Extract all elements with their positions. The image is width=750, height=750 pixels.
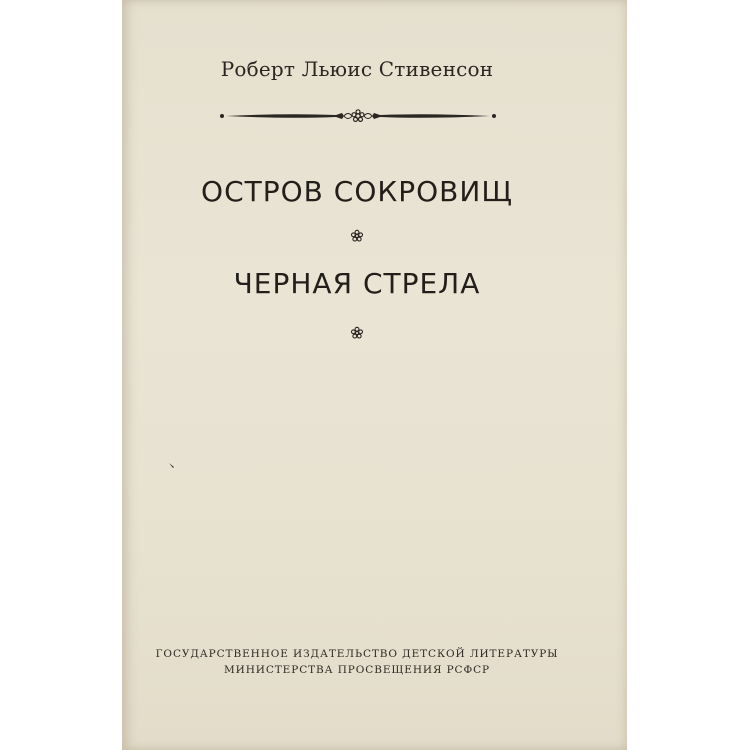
book-title-page bbox=[122, 0, 627, 750]
book-title-2: ЧЕРНАЯ СТРЕЛА bbox=[233, 267, 481, 300]
flower-ornament-icon bbox=[350, 326, 364, 340]
ornamental-rule-icon bbox=[218, 107, 498, 125]
book-title-1: ОСТРОВ СОКРОВИЩ bbox=[201, 175, 513, 208]
publisher-line-1: ГОСУДАРСТВЕННОЕ ИЗДАТЕЛЬСТВО ДЕТСКОЙ ЛИТЕРАТУРЫ bbox=[155, 648, 559, 660]
paper-speck bbox=[168, 462, 176, 470]
publisher-line-2: МИНИСТЕРСТВА ПРОСВЕЩЕНИЯ РСФСР bbox=[224, 664, 490, 676]
flower-ornament-icon bbox=[350, 229, 364, 243]
author-name: Роберт Льюис Стивенсон bbox=[220, 57, 494, 81]
